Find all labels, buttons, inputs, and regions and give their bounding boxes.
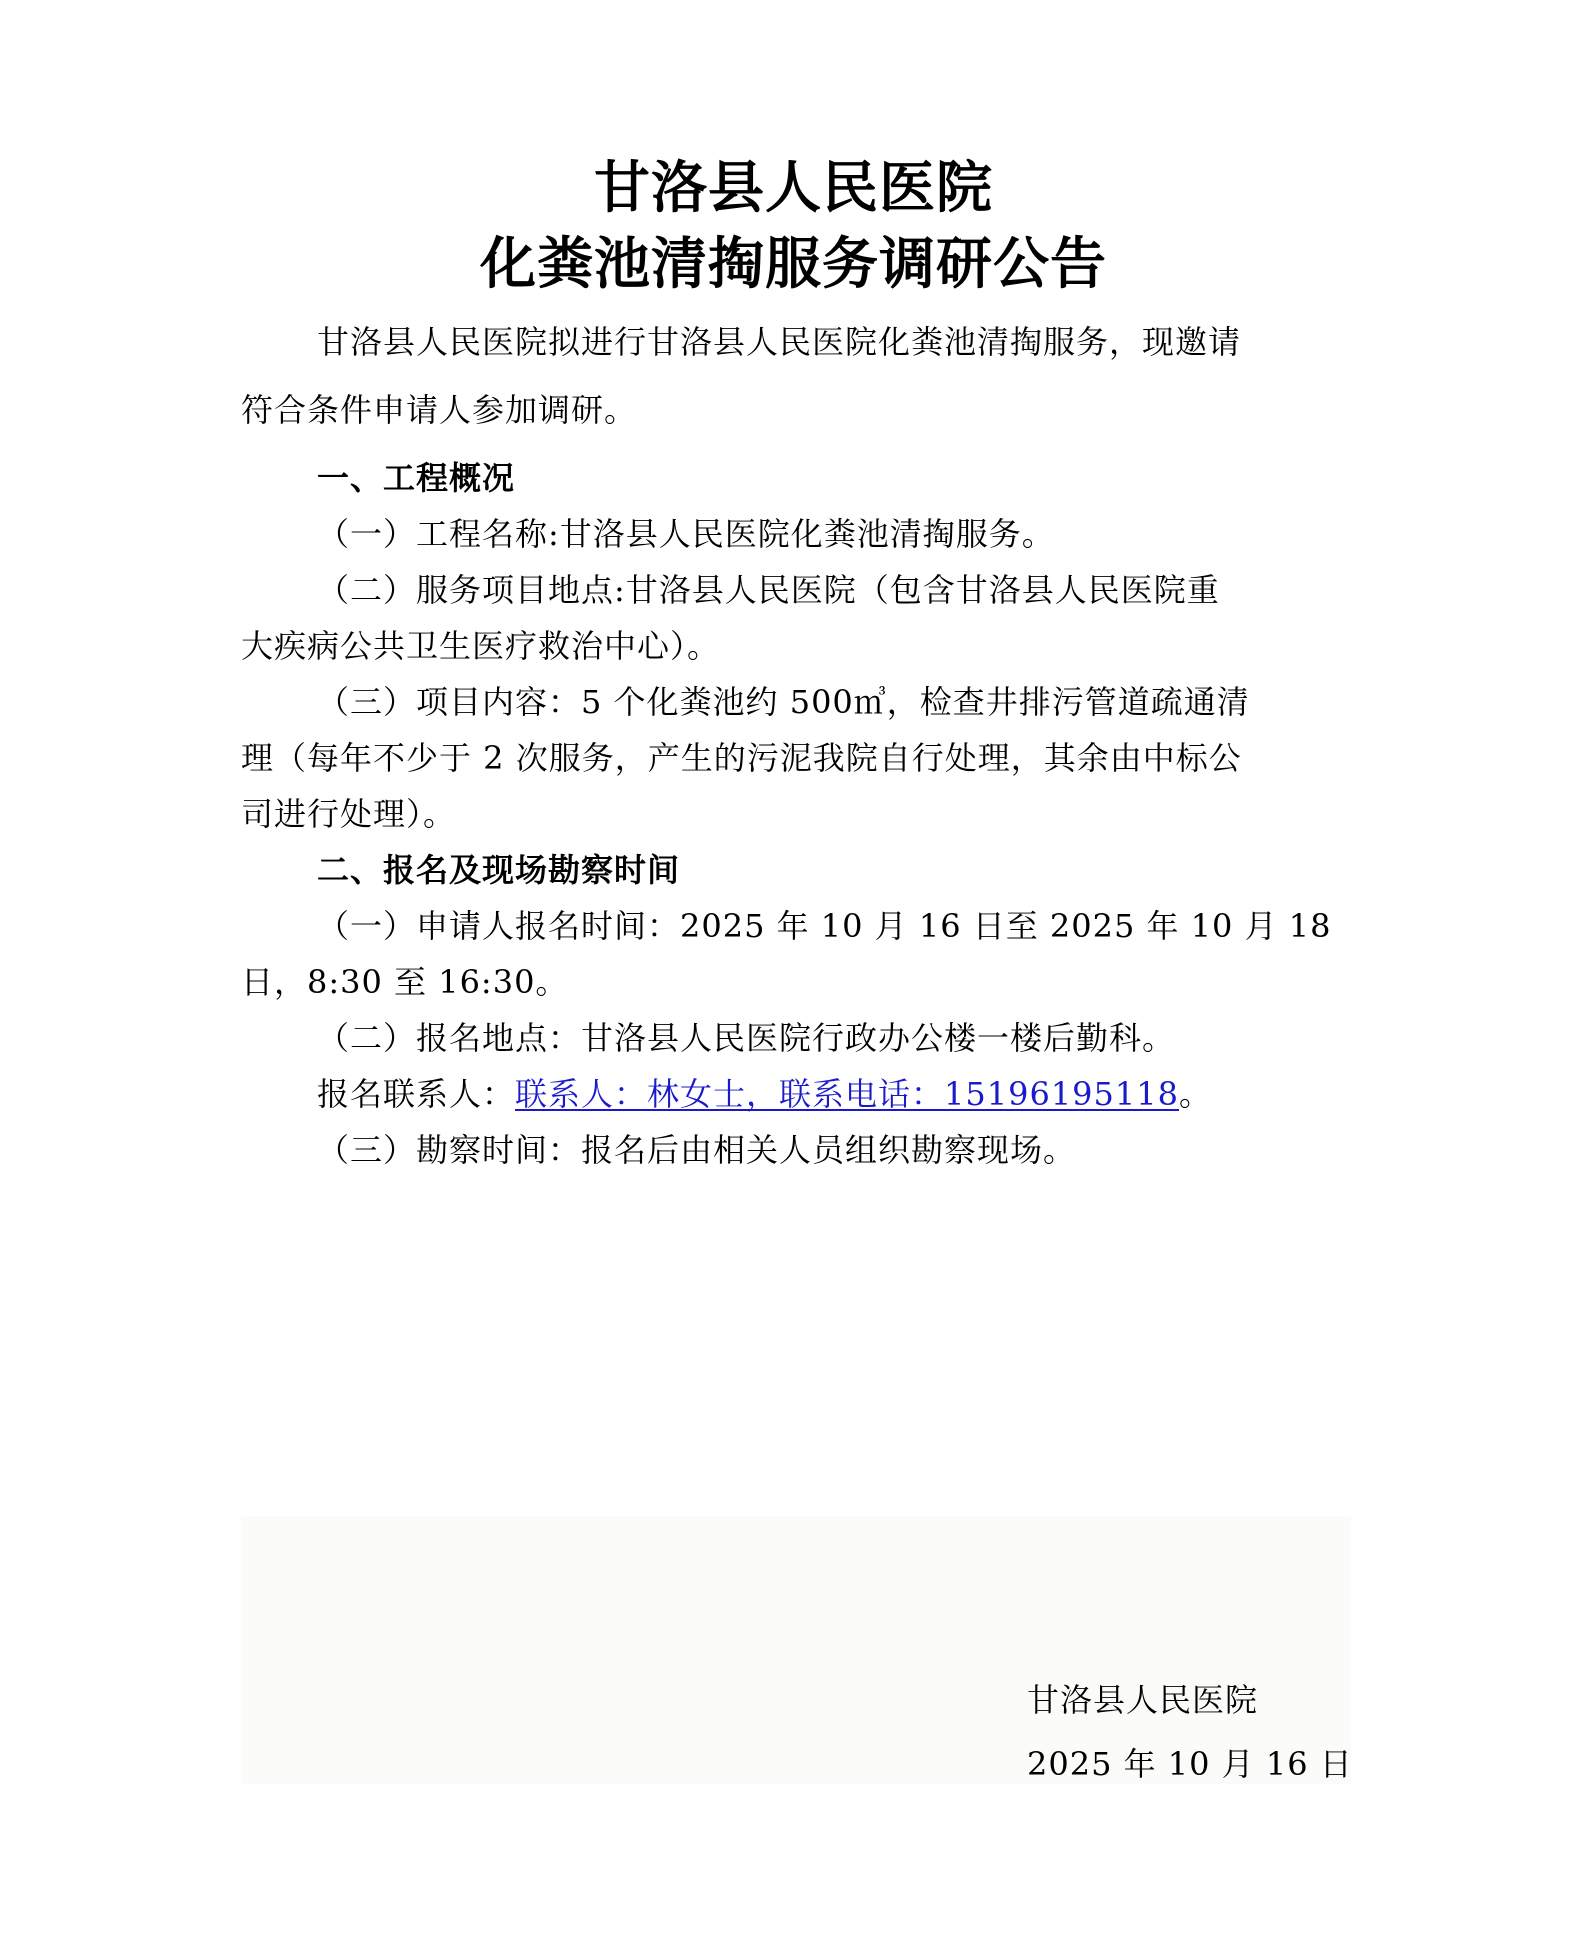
- section-2-item-3: （三）勘察时间：报名后由相关人员组织勘察现场。: [317, 1131, 1077, 1169]
- contact-line: [317, 1074, 1351, 1114]
- section-2-item-1-line-2: 日，8:30 至 16:30。: [241, 963, 569, 1001]
- section-1-item-3-line-3: 司进行处理）。: [241, 795, 457, 833]
- signature-date: 2025 年 10 月 16 日: [1027, 1745, 1353, 1783]
- contact-label: 报名联系人：: [317, 1075, 516, 1113]
- title-line-1: 甘洛县人民医院: [594, 155, 993, 221]
- section-2-heading: 二、报名及现场勘察时间: [317, 851, 681, 889]
- signature-org: 甘洛县人民医院: [1027, 1681, 1259, 1719]
- section-1-item-2-line-1: （二）服务项目地点:甘洛县人民医院（包含甘洛县人民医院重: [317, 571, 1220, 609]
- section-2-item-1-line-1: （一）申请人报名时间：2025 年 10 月 16 日至 2025 年 10 月 18: [317, 907, 1332, 945]
- contact-link[interactable]: 联系人：林女士，联系电话：15196195118: [515, 1075, 1179, 1113]
- section-1-item-3-line-1: （三）项目内容：5 个化粪池约 500㎥，检查井排污管道疏通清: [317, 683, 1250, 721]
- section-1-item-2-line-2: 大疾病公共卫生医疗救治中心）。: [241, 627, 721, 665]
- title-line-2: 化粪池清掏服务调研公告: [480, 231, 1107, 297]
- section-2-item-2: （二）报名地点：甘洛县人民医院行政办公楼一楼后勤科。: [317, 1019, 1176, 1057]
- intro-line-2: 符合条件申请人参加调研。: [241, 391, 638, 429]
- section-1-item-3-line-2: 理（每年不少于 2 次服务，产生的污泥我院自行处理，其余由中标公: [241, 739, 1242, 777]
- contact-suffix: 。: [1178, 1075, 1212, 1113]
- section-1-item-1: （一）工程名称:甘洛县人民医院化粪池清掏服务。: [317, 515, 1055, 553]
- section-1-heading: 一、工程概况: [317, 459, 516, 497]
- intro-line-1: 甘洛县人民医院拟进行甘洛县人民医院化粪池清掏服务，现邀请: [317, 323, 1242, 361]
